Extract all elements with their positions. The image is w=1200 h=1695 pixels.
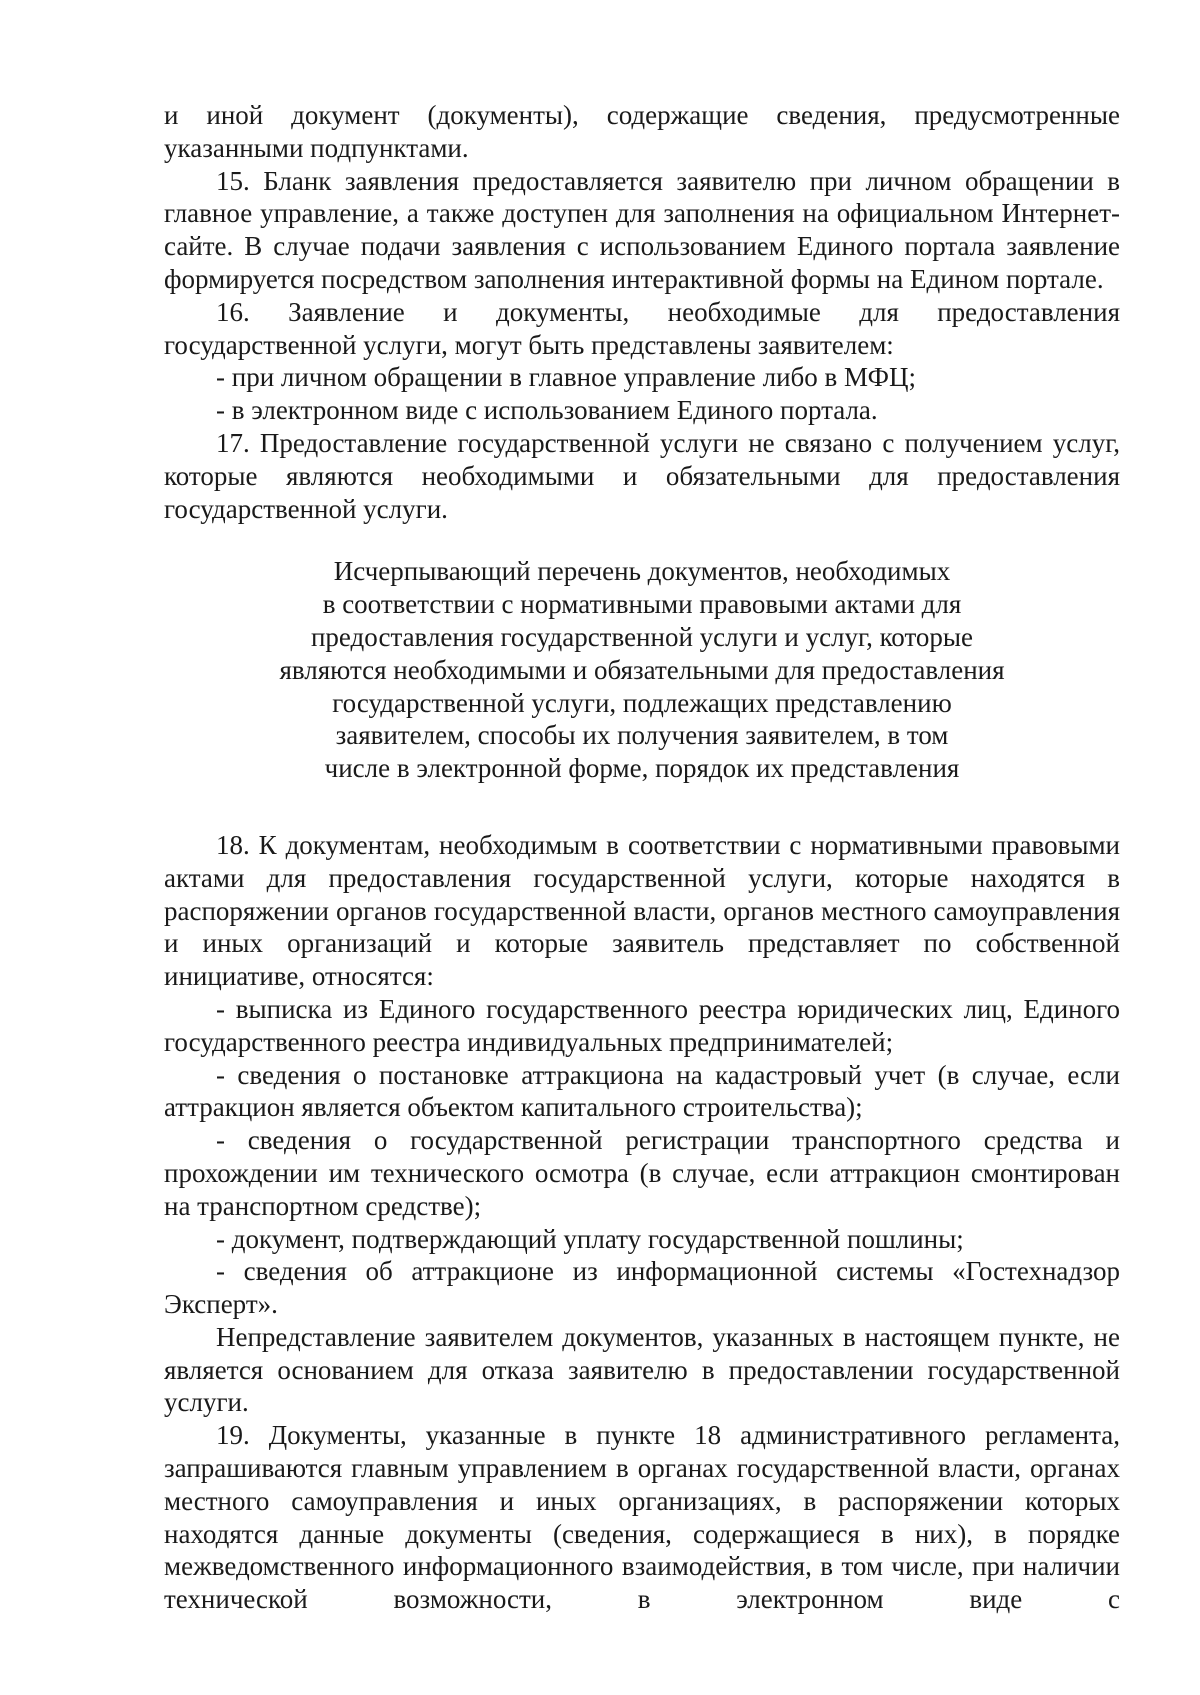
section-heading-line: государственной услуги, подлежащих представлению: [332, 687, 952, 718]
paragraph-continuation: и иной документ (документы), содержащие сведения, предусмотренные указанными подпунктами.: [164, 100, 1120, 163]
paragraph-15: 15. Бланк заявления предоставляется заявителю при личном обращении в главное управление, а также доступен для заполнения на официальном Интернет-сайте. В случае подачи заявления с использованием Единого портала заявление формируется посредством заполнения интерактивной формы на Едином портале.: [164, 165, 1120, 294]
list-item: - сведения об аттракционе из информационной системы «Гостехнадзор Эксперт».: [164, 1256, 1120, 1320]
section-heading-line: в соответствии с нормативными правовыми актами для: [322, 589, 962, 620]
paragraph-18: 18. К документам, необходимым в соответствии с нормативными правовыми актами для предоставления государственной услуги, которые находятся в распоряжении органов государственной власти, органов местного самоуправления и иных организаций и которые заявитель представляет по собственной инициативе, относятся:: [164, 829, 1120, 992]
paragraph-16: 16. Заявление и документы, необходимые для предоставления государственной услуги, могут быть представлены заявителем:: [164, 296, 1120, 360]
list-item: - сведения о постановке аттракциона на кадастровый учет (в случае, если аттракцион является объектом капитального строительства);: [164, 1059, 1120, 1123]
list-item: - сведения о государственной регистрации транспортного средства и прохождении им технического осмотра (в случае, если аттракцион смонтирован на транспортном средстве);: [164, 1125, 1120, 1221]
section-heading: [262, 555, 1022, 785]
list-item: - документ, подтверждающий уплату государственной пошлины;: [216, 1223, 964, 1254]
list-item: - при личном обращении в главное управление либо в МФЦ;: [216, 362, 916, 393]
paragraph-19: 19. Документы, указанные в пункте 18 административного регламента, запрашиваются главным управлением в органах государственной власти, органах местного самоуправления и иных организациях, в распоряжении которых находятся данные документы (сведения, содержащиеся в них), в порядке межведомственного информационного взаимодействия, в том числе, при наличии технической возможности, в электронном виде с: [164, 1420, 1120, 1615]
section-heading-line: Исчерпывающий перечень документов, необходимых: [333, 556, 951, 587]
section-heading-line: числе в электронной форме, порядок их представления: [324, 753, 960, 784]
list-item: - в электронном виде с использованием Единого портала.: [216, 395, 878, 426]
document-text: [164, 99, 1120, 1616]
paragraph-17: 17. Предоставление государственной услуги не связано с получением услуг, которые являются необходимыми и обязательными для предоставления государственной услуги.: [164, 427, 1120, 524]
list-item: - выписка из Единого государственного реестра юридических лиц, Единого государственного реестра индивидуальных предпринимателей;: [164, 993, 1120, 1057]
section-heading-line: заявителем, способы их получения заявителем, в том: [335, 720, 949, 751]
section-heading-line: предоставления государственной услуги и услуг, которые: [310, 621, 974, 652]
paragraph-nonsubmission: Непредставление заявителем документов, указанных в настоящем пункте, не является основанием для отказа заявителю в предоставлении государственной услуги.: [164, 1321, 1120, 1418]
section-heading-line: являются необходимыми и обязательными для предоставления: [279, 654, 1005, 685]
